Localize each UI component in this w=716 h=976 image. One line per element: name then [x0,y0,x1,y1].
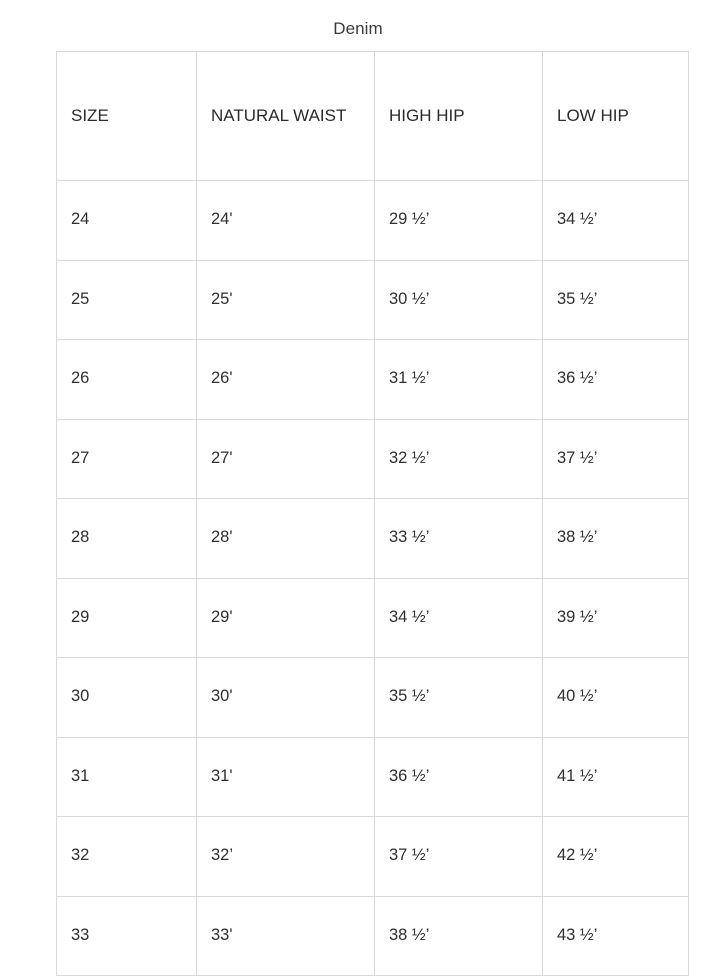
table-row [57,817,689,897]
cell-low-hip: 37 ½’ [543,419,689,499]
cell-high-hip: 31 ½’ [375,340,543,420]
table-row [57,340,689,420]
cell-low-hip: 39 ½’ [543,578,689,658]
table-row [57,181,689,261]
cell-low-hip: 36 ½’ [543,340,689,420]
cell-size: 25 [57,260,197,340]
cell-natural-waist: 24' [197,181,375,261]
cell-size: 26 [57,340,197,420]
cell-natural-waist: 33' [197,896,375,976]
cell-size: 24 [57,181,197,261]
cell-size: 29 [57,578,197,658]
cell-high-hip: 36 ½’ [375,737,543,817]
table-row [57,499,689,579]
cell-high-hip: 38 ½’ [375,896,543,976]
table-body [57,181,689,976]
column-header-high-hip: HIGH HIP [375,52,543,181]
cell-low-hip: 42 ½’ [543,817,689,897]
cell-size: 31 [57,737,197,817]
table-row [57,419,689,499]
cell-natural-waist: 26' [197,340,375,420]
cell-size: 27 [57,419,197,499]
table-row [57,578,689,658]
cell-natural-waist: 30' [197,658,375,738]
table-caption: Denim [333,19,383,38]
cell-high-hip: 33 ½’ [375,499,543,579]
cell-size: 30 [57,658,197,738]
cell-size: 33 [57,896,197,976]
cell-low-hip: 40 ½’ [543,658,689,738]
cell-natural-waist: 31' [197,737,375,817]
column-header-low-hip: LOW HIP [543,52,689,181]
table-row [57,658,689,738]
column-header-natural-waist: NATURAL WAIST [197,52,375,181]
cell-high-hip: 29 ½’ [375,181,543,261]
cell-low-hip: 41 ½’ [543,737,689,817]
cell-low-hip: 34 ½’ [543,181,689,261]
denim-size-table [56,51,689,976]
table-row [57,737,689,817]
cell-high-hip: 30 ½’ [375,260,543,340]
cell-high-hip: 32 ½’ [375,419,543,499]
cell-high-hip: 37 ½’ [375,817,543,897]
cell-high-hip: 34 ½’ [375,578,543,658]
cell-high-hip: 35 ½’ [375,658,543,738]
cell-natural-waist: 25' [197,260,375,340]
column-header-size: SIZE [57,52,197,181]
cell-natural-waist: 32’ [197,817,375,897]
cell-size: 28 [57,499,197,579]
table-row [57,896,689,976]
size-table-container [56,51,688,976]
table-header-row [57,52,689,181]
cell-natural-waist: 27' [197,419,375,499]
table-row [57,260,689,340]
cell-low-hip: 43 ½’ [543,896,689,976]
cell-low-hip: 35 ½’ [543,260,689,340]
cell-natural-waist: 29' [197,578,375,658]
table-header [57,52,689,181]
cell-size: 32 [57,817,197,897]
cell-low-hip: 38 ½’ [543,499,689,579]
cell-natural-waist: 28' [197,499,375,579]
